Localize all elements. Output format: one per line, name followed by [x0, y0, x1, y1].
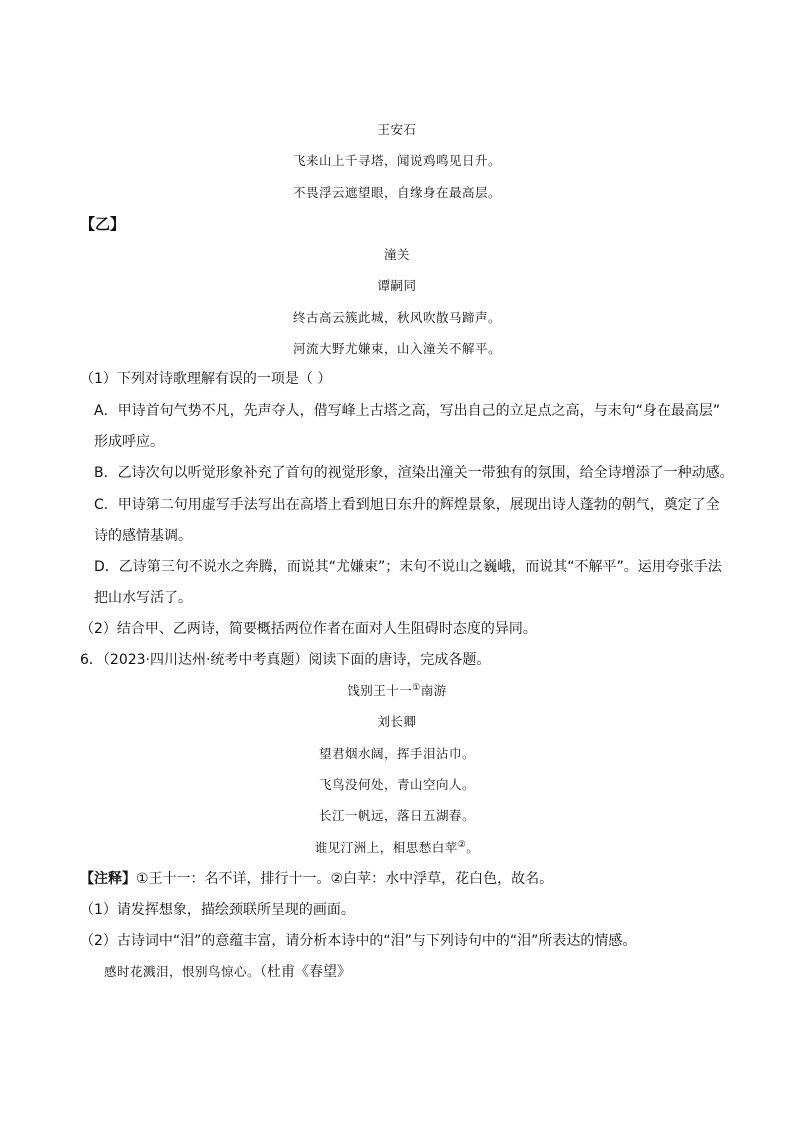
poem2-title: 潼关: [383, 247, 410, 262]
poem3-title-post: 南游: [420, 683, 447, 698]
q1-option-a-line2: 形成呼应。: [94, 434, 164, 450]
quote-text: 感时花溅泪，恨别鸟惊心。: [104, 964, 261, 979]
q1-option-b: B．乙诗次句以听觉形象补充了首句的视觉形象，渲染出潼关一带独有的氛围，给全诗增添了一种动感。: [94, 465, 734, 481]
poem3-title: [0, 681, 794, 701]
notes-label: 【注释】: [80, 871, 136, 887]
q6-stem: 6．（2023·四川达州·统考中考真题）阅读下面的唐诗，完成各题。: [80, 652, 491, 668]
poem3-line1: 望君烟水阔，挥手泪沾巾。: [318, 746, 475, 761]
q6-sub1: （1）请发挥想象，描绘颈联所呈现的画面。: [80, 902, 355, 918]
note2-marker: ②: [457, 839, 467, 850]
poem3-line4-end: 。: [466, 840, 480, 855]
quote-source: （杜甫《春望》: [260, 964, 352, 980]
section-label-yi: 【乙】: [80, 215, 126, 233]
poem3-line4-text: 谁见汀洲上，相思愁白苹: [314, 840, 458, 855]
q1-option-c-line1: C．甲诗第二句用虚写手法写出在高塔上看到旭日东升的辉煌景象，展现出诗人蓬勃的朝气，奠定了全: [94, 497, 720, 513]
poem3-line2: 飞鸟没何处，青山空向人。: [318, 777, 475, 792]
poem3-line4: [0, 838, 794, 858]
poem3-title-pre: 饯别王十一: [347, 683, 413, 698]
notes-text: ①王十一：名不详，排行十一。②白苹：水中浮草，花白色，故名。: [136, 871, 554, 887]
poem2-line1: 终古高云簇此城，秋风吹散马蹄声。: [292, 310, 501, 325]
notes: [80, 869, 553, 889]
q1-option-c-line2: 诗的感情基调。: [94, 528, 192, 544]
q6-sub2: （2）古诗词中“泪”的意蕴丰富，请分析本诗中的“泪”与下列诗句中的“泪”所表达的情感。: [80, 933, 637, 949]
note1-marker: ①: [412, 682, 421, 693]
poem1-line1: 飞来山上千寻塔，闻说鸡鸣见日升。: [292, 153, 501, 168]
poem3-author: 刘长卿: [377, 714, 417, 729]
poem2-line2: 河流大野尤嫌束，山入潼关不解平。: [292, 341, 501, 356]
quote-line: [104, 962, 351, 982]
q1-option-d-line2: 把山水写活了。: [94, 590, 192, 606]
poem3-line3: 长江一帆远，落日五湖春。: [318, 808, 475, 823]
poem1-line2: 不畏浮云遮望眼，自缘身在最高层。: [292, 185, 501, 200]
q2-stem: （2）结合甲、乙两诗，简要概括两位作者在面对人生阻碍时态度的异同。: [80, 621, 537, 637]
q1-option-d-line1: D．乙诗第三句不说水之奔腾，而说其“尤嫌束”；末句不说山之巍峨，而说其“不解平”。运用夸张手法: [94, 559, 722, 575]
q1-stem: （1）下列对诗歌理解有误的一项是（ ）: [80, 371, 332, 387]
poem1-author: 王安石: [377, 122, 417, 137]
poem2-author: 谭嗣同: [377, 278, 417, 293]
q1-option-a-line1: A．甲诗首句气势不凡，先声夺人，借写峰上古塔之高，写出自己的立足点之高，与末句“身在最高层”: [94, 403, 721, 419]
